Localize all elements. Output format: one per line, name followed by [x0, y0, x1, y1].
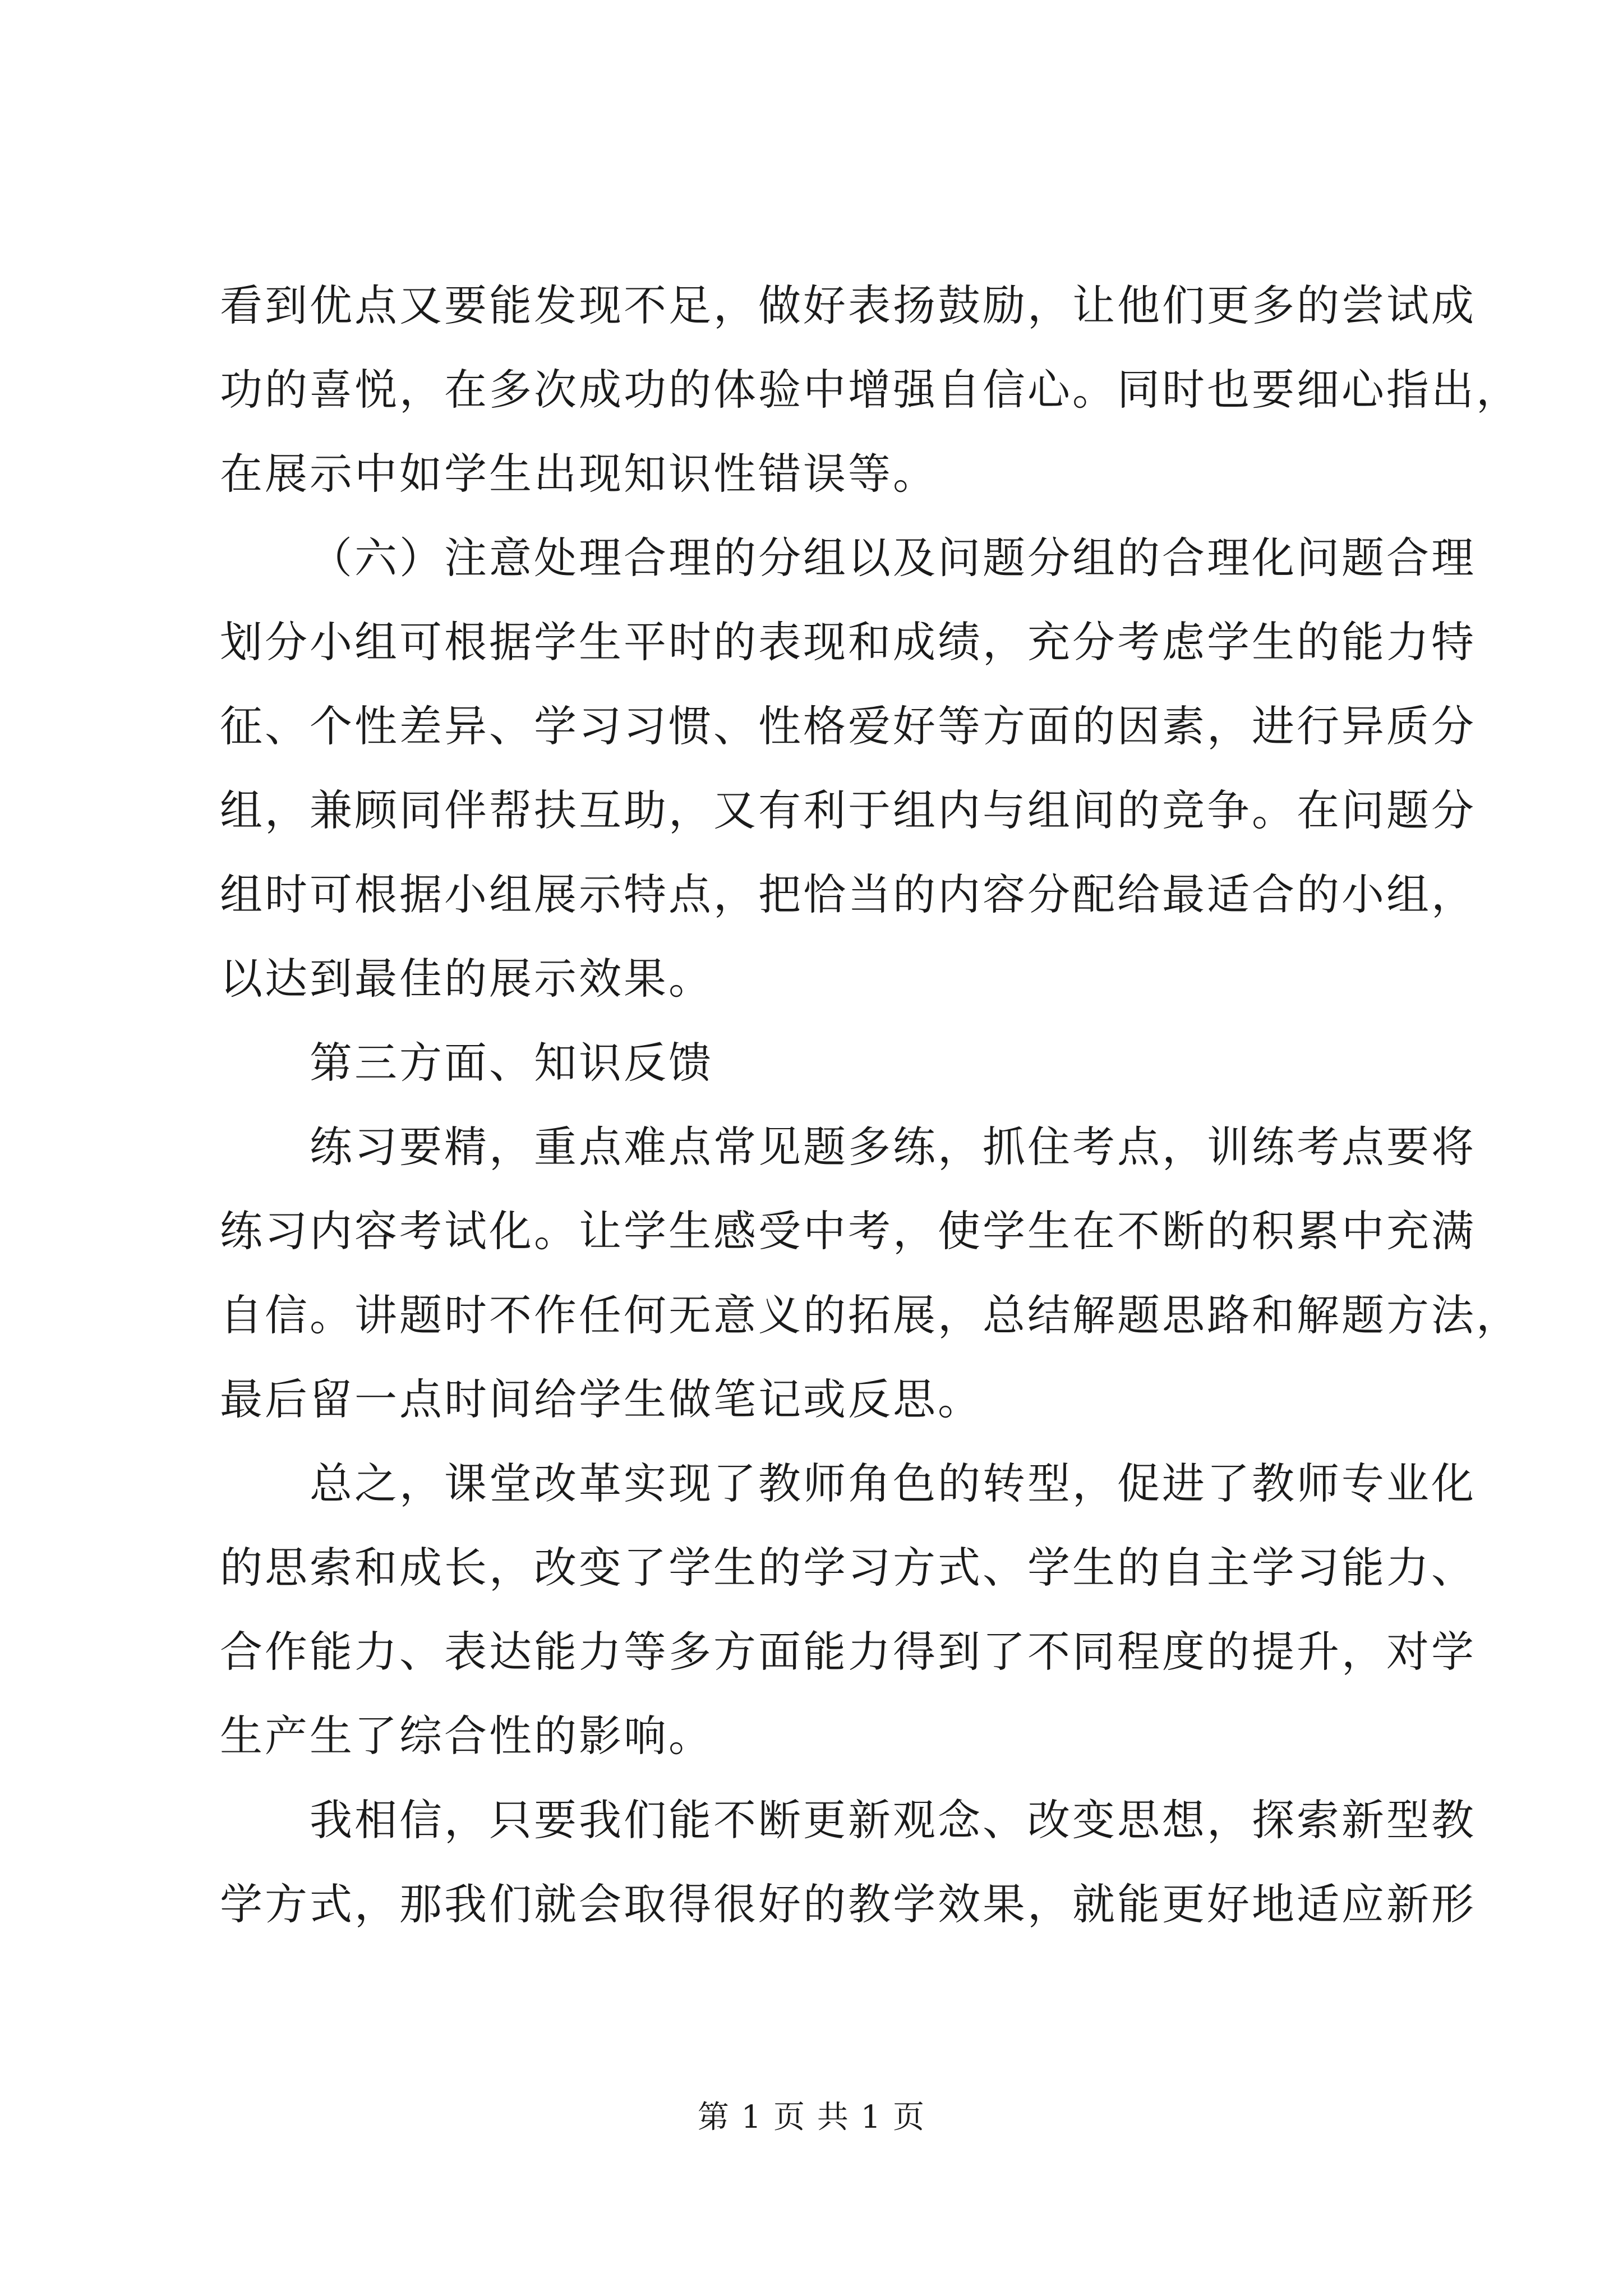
text-line: 练习要精，重点难点常见题多练，抓住考点，训练考点要将 — [310, 1122, 1476, 1172]
text-line: 功的喜悦，在多次成功的体验中增强自信心。同时也要细心指出， — [220, 365, 1521, 415]
text-line: 合作能力、表达能力等多方面能力得到了不同程度的提升，对学 — [220, 1627, 1476, 1677]
document-body — [220, 264, 1521, 1947]
text-line: 划分小组可根据学生平时的表现和成绩，充分考虑学生的能力特 — [220, 617, 1476, 667]
text-line: 练习内容考试化。让学生感受中考，使学生在不断的积累中充满 — [220, 1206, 1476, 1256]
text-line: 以达到最佳的展示效果。 — [220, 954, 713, 1004]
text-line: 征、个性差异、学习习惯、性格爱好等方面的因素，进行异质分 — [220, 701, 1476, 751]
text-line: 在展示中如学生出现知识性错误等。 — [220, 449, 938, 499]
text-line: 生产生了综合性的影响。 — [220, 1711, 713, 1761]
text-line: 组时可根据小组展示特点，把恰当的内容分配给最适合的小组， — [220, 869, 1476, 919]
paragraph-3 — [220, 1105, 1521, 1442]
text-line: 最后留一点时间给学生做笔记或反思。 — [220, 1374, 983, 1424]
section-heading — [220, 1021, 1403, 1105]
page-footer: 第 1 页 共 1 页 — [697, 2099, 926, 2136]
text-line: 总之，课堂改革实现了教师角色的转型，促进了教师专业化 — [310, 1458, 1476, 1508]
paragraph-4 — [220, 1442, 1476, 1778]
text-line: 的思索和成长，改变了学生的学习方式、学生的自主学习能力、 — [220, 1543, 1476, 1593]
paragraph-5 — [220, 1778, 1476, 1947]
paragraph-1 — [220, 264, 1521, 516]
paragraph-2 — [220, 516, 1476, 1021]
text-line: 我相信，只要我们能不断更新观念、改变思想，探索新型教 — [310, 1795, 1476, 1845]
text-line: 自信。讲题时不作任何无意义的拓展，总结解题思路和解题方法， — [220, 1290, 1521, 1340]
text-line: 看到优点又要能发现不足，做好表扬鼓励，让他们更多的尝试成 — [220, 280, 1476, 330]
text-line: 组，兼顾同伴帮扶互助，又有利于组内与组间的竞争。在问题分 — [220, 785, 1476, 835]
text-line: （六）注意处理合理的分组以及问题分组的合理化问题合理 — [310, 533, 1476, 583]
text-line: 第三方面、知识反馈 — [310, 1038, 713, 1088]
text-line: 学方式，那我们就会取得很好的教学效果，就能更好地适应新形 — [220, 1879, 1476, 1929]
